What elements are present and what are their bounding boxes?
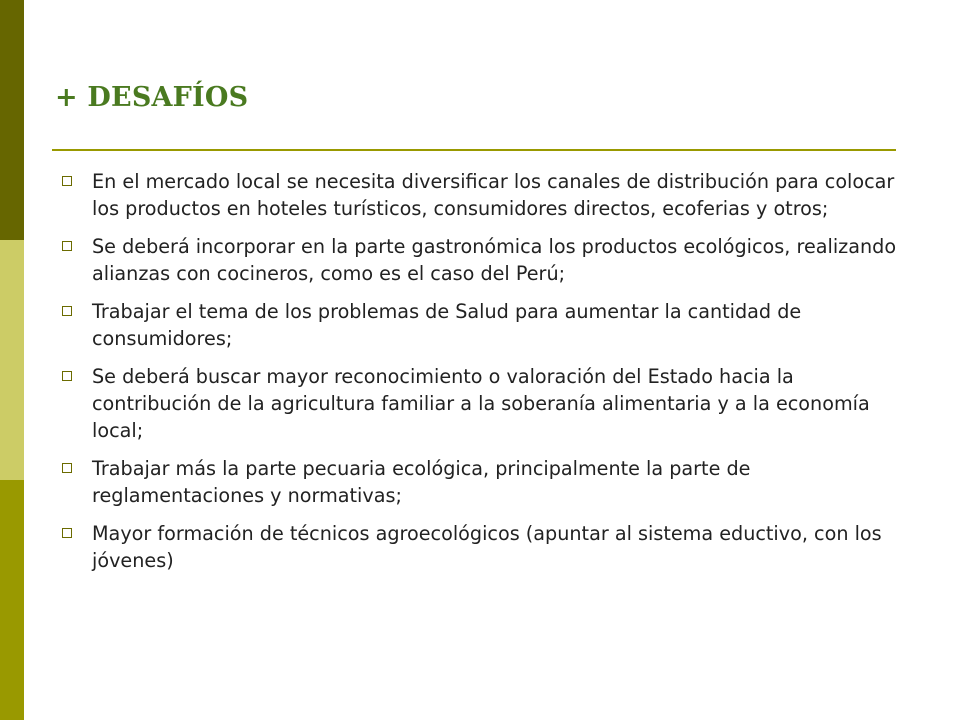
bullet-text: Mayor formación de técnicos agroecológicos (apuntar al sistema eductivo, con los jóvenes): [92, 522, 882, 572]
bullet-item: [62, 168, 912, 222]
bullet-text: En el mercado local se necesita diversificar los canales de distribución para colocar los productos en hoteles turísticos, consumidores directos, ecoferias y otros;: [92, 170, 895, 220]
bullet-text: Se deberá incorporar en la parte gastronómica los productos ecológicos, realizando alianzas con cocineros, como es el caso del Perú;: [92, 235, 897, 285]
side-band-middle: [0, 240, 24, 480]
square-bullet-icon: [62, 306, 72, 316]
bullet-item: [62, 363, 912, 444]
bullet-text: Se deberá buscar mayor reconocimiento o valoración del Estado hacia la contribución de la agricultura familiar a la soberanía alimentaria y a la economía local;: [92, 365, 870, 442]
square-bullet-icon: [62, 463, 72, 473]
bullet-list: [62, 168, 912, 585]
title-divider: [52, 149, 896, 151]
slide-title: + DESAFÍOS: [55, 82, 249, 113]
bullet-item: [62, 298, 912, 352]
bullet-text: Trabajar más la parte pecuaria ecológica, principalmente la parte de reglamentaciones y normativas;: [92, 457, 751, 507]
side-band-top: [0, 0, 24, 240]
side-band-bottom: [0, 480, 24, 720]
bullet-item: [62, 233, 912, 287]
square-bullet-icon: [62, 176, 72, 186]
bullet-text: Trabajar el tema de los problemas de Salud para aumentar la cantidad de consumidores;: [92, 300, 802, 350]
square-bullet-icon: [62, 241, 72, 251]
bullet-item: [62, 455, 912, 509]
square-bullet-icon: [62, 371, 72, 381]
bullet-item: [62, 520, 912, 574]
square-bullet-icon: [62, 528, 72, 538]
